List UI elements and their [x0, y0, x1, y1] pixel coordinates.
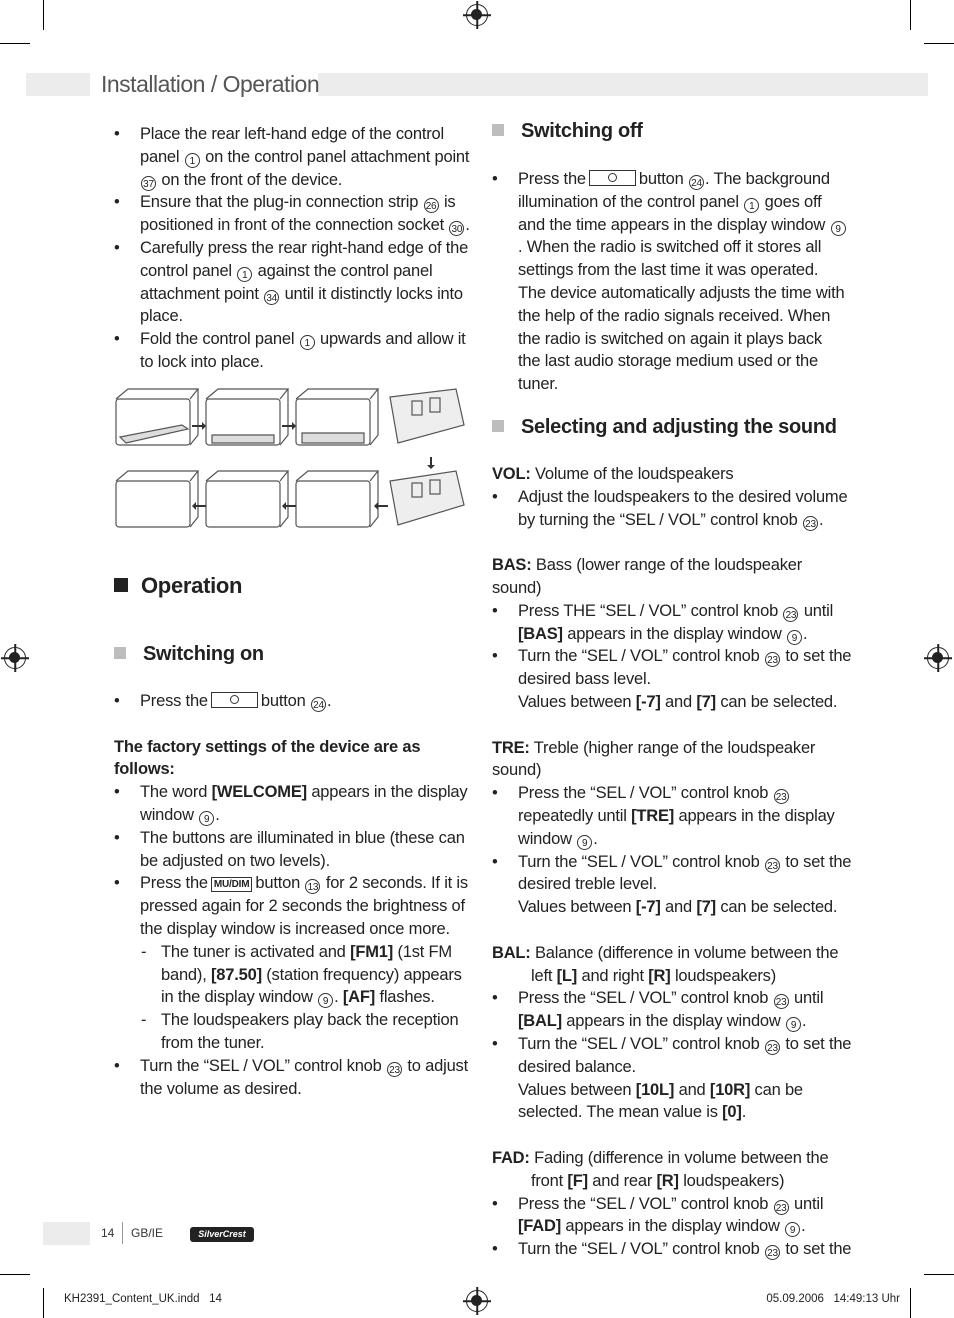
- value-range-text: Values between [-7] and [7] can be selected.: [518, 898, 838, 917]
- slug-date: 05.09.2006 14:49:13 Uhr: [766, 1293, 900, 1305]
- crop-mark: [910, 1288, 911, 1318]
- list-item: • Ensure that the plug-in connection strip 26 is positioned in front of the connection socket 30 .: [114, 191, 470, 237]
- power-button-icon: [589, 170, 636, 186]
- list-item: • Place the rear left-hand edge of the control panel 1 on the control panel attachment point 37 on the front of the device.: [114, 123, 470, 191]
- square-bullet-icon: [114, 578, 128, 592]
- square-bullet-icon: [492, 124, 504, 136]
- factory-settings-heading: The factory settings of the device are as follows:: [114, 737, 421, 779]
- registration-mark-icon: [927, 647, 949, 669]
- tre-definition: TRE: Treble (higher range of the loudspeaker sound): [492, 738, 816, 780]
- footer-bar: [43, 1222, 90, 1245]
- fad-definition: FAD: Fading (difference in volume between the front [F] and rear [R] loudspeakers): [492, 1148, 829, 1190]
- region-label: GB/IE: [131, 1226, 164, 1240]
- list-item: • Press the “SEL / VOL” control knob 23 until [BAL] appears in the display window 9 .: [492, 987, 852, 1033]
- registration-mark-icon: [466, 1290, 488, 1312]
- value-range-text: Values between [10L] and [10R] can be selected. The mean value is [0].: [518, 1080, 803, 1122]
- switching-on-section: [114, 690, 474, 1100]
- list-item: • Turn the “SEL / VOL” control knob 23 to set the desired treble level.: [492, 851, 852, 897]
- sound-section: [492, 463, 852, 1261]
- switching-on-heading: Switching on: [114, 643, 264, 666]
- silvercrest-logo: SilverCrest: [190, 1227, 254, 1242]
- installation-diagram: [112, 385, 468, 543]
- list-item: • Press THE “SEL / VOL” control knob 23 until [BAS] appears in the display window 9 .: [492, 600, 852, 646]
- list-item: • Carefully press the rear right-hand edge of the control panel 1 against the control panel attachment point 34 until it distinctly locks into place.: [114, 237, 470, 328]
- device-figure: [206, 471, 288, 527]
- list-item: • Turn the “SEL / VOL” control knob 23 to set the: [492, 1238, 852, 1261]
- footer-divider: [122, 1222, 123, 1244]
- value-range-text: Values between [-7] and [7] can be selected.: [518, 692, 838, 711]
- panel-figure: [390, 389, 464, 443]
- left-column: [114, 123, 470, 374]
- device-figure: [206, 389, 288, 445]
- mu-dim-button-icon: MU/DIM: [211, 877, 252, 892]
- switching-off-section: [492, 168, 848, 396]
- list-item: • The buttons are illuminated in blue (these can be adjusted on two levels).: [114, 827, 474, 873]
- crop-mark: [924, 43, 954, 44]
- list-item: • The word [WELCOME] appears in the display window 9 .: [114, 781, 474, 827]
- crop-mark: [43, 0, 44, 30]
- list-item: • Press the MU/DIM button 13 for 2 seconds. If it is pressed again for 2 seconds the brightness of the display window is increased once more.: [114, 872, 474, 940]
- device-figure: [296, 471, 378, 527]
- page-title: Installation / Operation: [101, 71, 320, 97]
- power-button-icon: [211, 692, 258, 708]
- bas-definition: BAS: Bass (lower range of the loudspeaker sound): [492, 556, 803, 597]
- crop-mark: [0, 1274, 30, 1275]
- list-item: • Fold the control panel 1 upwards and allow it to lock into place.: [114, 328, 470, 374]
- device-figure: [296, 389, 378, 445]
- list-item: • Turn the “SEL / VOL” control knob 23 to set the desired bass level.: [492, 645, 852, 691]
- crop-mark: [0, 43, 30, 44]
- operation-heading: Operation: [114, 573, 242, 599]
- list-item: • Press the button 24 . The background illumination of the control panel 1 goes off and the time appears in the display window 9. When the radio is switched off it stores all settings from the last time it was operated. The device automatically adjusts the time with the help of the radio signals received. When the radio is switched on again it plays back the last audio storage medium used or the tuner.: [492, 168, 848, 396]
- list-item: • Press the “SEL / VOL” control knob 23 until [FAD] appears in the display window 9 .: [492, 1193, 852, 1239]
- list-item: • Press the “SEL / VOL” control knob 23 repeatedly until [TRE] appears in the display window 9 .: [492, 782, 852, 850]
- list-item: - The tuner is activated and [FM1] (1st FM band), [87.50] (station frequency) appears in the display window 9 . [AF] flashes.: [114, 941, 474, 1009]
- registration-mark-icon: [466, 4, 488, 26]
- list-item: • Press the button 24 .: [114, 690, 474, 713]
- panel-figure: [390, 471, 464, 525]
- crop-mark: [910, 0, 911, 30]
- page-number: 14: [101, 1226, 115, 1240]
- device-figure: [116, 471, 198, 527]
- crop-mark: [924, 1274, 954, 1275]
- header-bar-left: [26, 73, 90, 96]
- list-item: • Turn the “SEL / VOL” control knob 23 to set the desired balance.: [492, 1033, 852, 1079]
- slug-file: KH2391_Content_UK.indd 14: [64, 1293, 222, 1305]
- square-bullet-icon: [492, 420, 504, 432]
- list-item: - The loudspeakers play back the reception from the tuner.: [114, 1009, 474, 1055]
- vol-definition: VOL: Volume of the loudspeakers: [492, 465, 734, 483]
- registration-mark-icon: [4, 647, 26, 669]
- device-figure: [116, 389, 198, 445]
- square-bullet-icon: [114, 647, 126, 659]
- bal-definition: BAL: Balance (difference in volume between the left [L] and right [R] loudspeakers): [492, 943, 839, 985]
- list-item: • Adjust the loudspeakers to the desired volume by turning the “SEL / VOL” control knob 23 .: [492, 486, 852, 532]
- sound-heading: Selecting and adjusting the sound: [492, 416, 837, 439]
- header-bar-right: [318, 73, 928, 96]
- switching-off-heading: Switching off: [492, 120, 643, 143]
- list-item: • Turn the “SEL / VOL” control knob 23 to adjust the volume as desired.: [114, 1055, 474, 1101]
- crop-mark: [43, 1288, 44, 1318]
